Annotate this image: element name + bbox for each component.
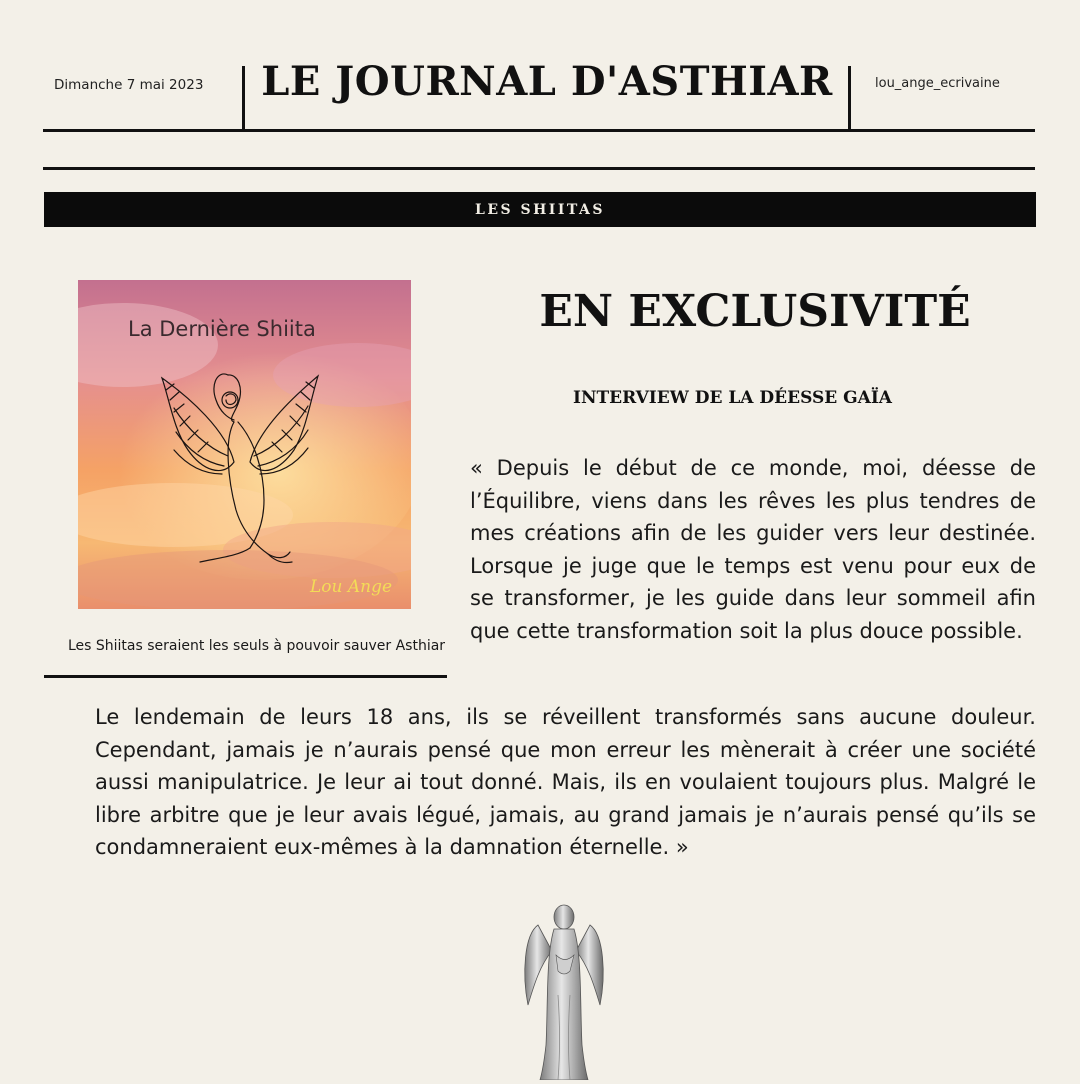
cover-title: La Dernière Shiita bbox=[128, 317, 316, 341]
newspaper-title: LE JOURNAL D'ASTHIAR bbox=[261, 58, 833, 105]
book-cover-image bbox=[78, 280, 411, 609]
angel-statue-icon bbox=[518, 895, 610, 1080]
header-rule-bottom bbox=[43, 167, 1035, 170]
section-banner bbox=[44, 192, 1036, 227]
header-divider-left bbox=[242, 66, 245, 129]
header-divider-right bbox=[848, 66, 851, 129]
article-headline: EN EXCLUSIVITÉ bbox=[539, 286, 971, 337]
article-subheadline: INTERVIEW DE LA DÉESSE GAÏA bbox=[573, 388, 892, 408]
article-body-paragraph: Le lendemain de leurs 18 ans, ils se réveillent transformés sans aucune douleur. Cependant, jamais je n’aurais pensé que mon erreur les mènerait à créer une société aussi manipulatrice. Je leur ai tout donné. Mais, ils en voulaient toujours plus. Malgré le libre arbitre que je leur avais légué, jamais, au grand jamais je n’aurais pensé qu’ils se condamneraient eux-mêmes à la damnation éternelle. » bbox=[95, 705, 1036, 860]
header-rule-top bbox=[43, 129, 1035, 132]
issue-date: Dimanche 7 mai 2023 bbox=[54, 77, 204, 93]
caption-rule bbox=[44, 675, 447, 678]
image-caption: Les Shiitas seraient les seuls à pouvoir sauver Asthiar bbox=[67, 638, 446, 654]
section-banner-label: LES SHIITAS bbox=[474, 201, 606, 218]
cover-signature: Lou Ange bbox=[310, 577, 393, 597]
article-quote-paragraph: « Depuis le début de ce monde, moi, déesse de l’Équilibre, viens dans les rêves les plus tendres de mes créations afin de les guider vers leur destinée. Lorsque je juge que le temps est venu pour eux de se transformer, je les guide dans leur sommeil afin que cette transformation soit la plus douce possible. bbox=[470, 456, 1036, 643]
author-handle[interactable]: lou_ange_ecrivaine bbox=[875, 76, 1000, 91]
